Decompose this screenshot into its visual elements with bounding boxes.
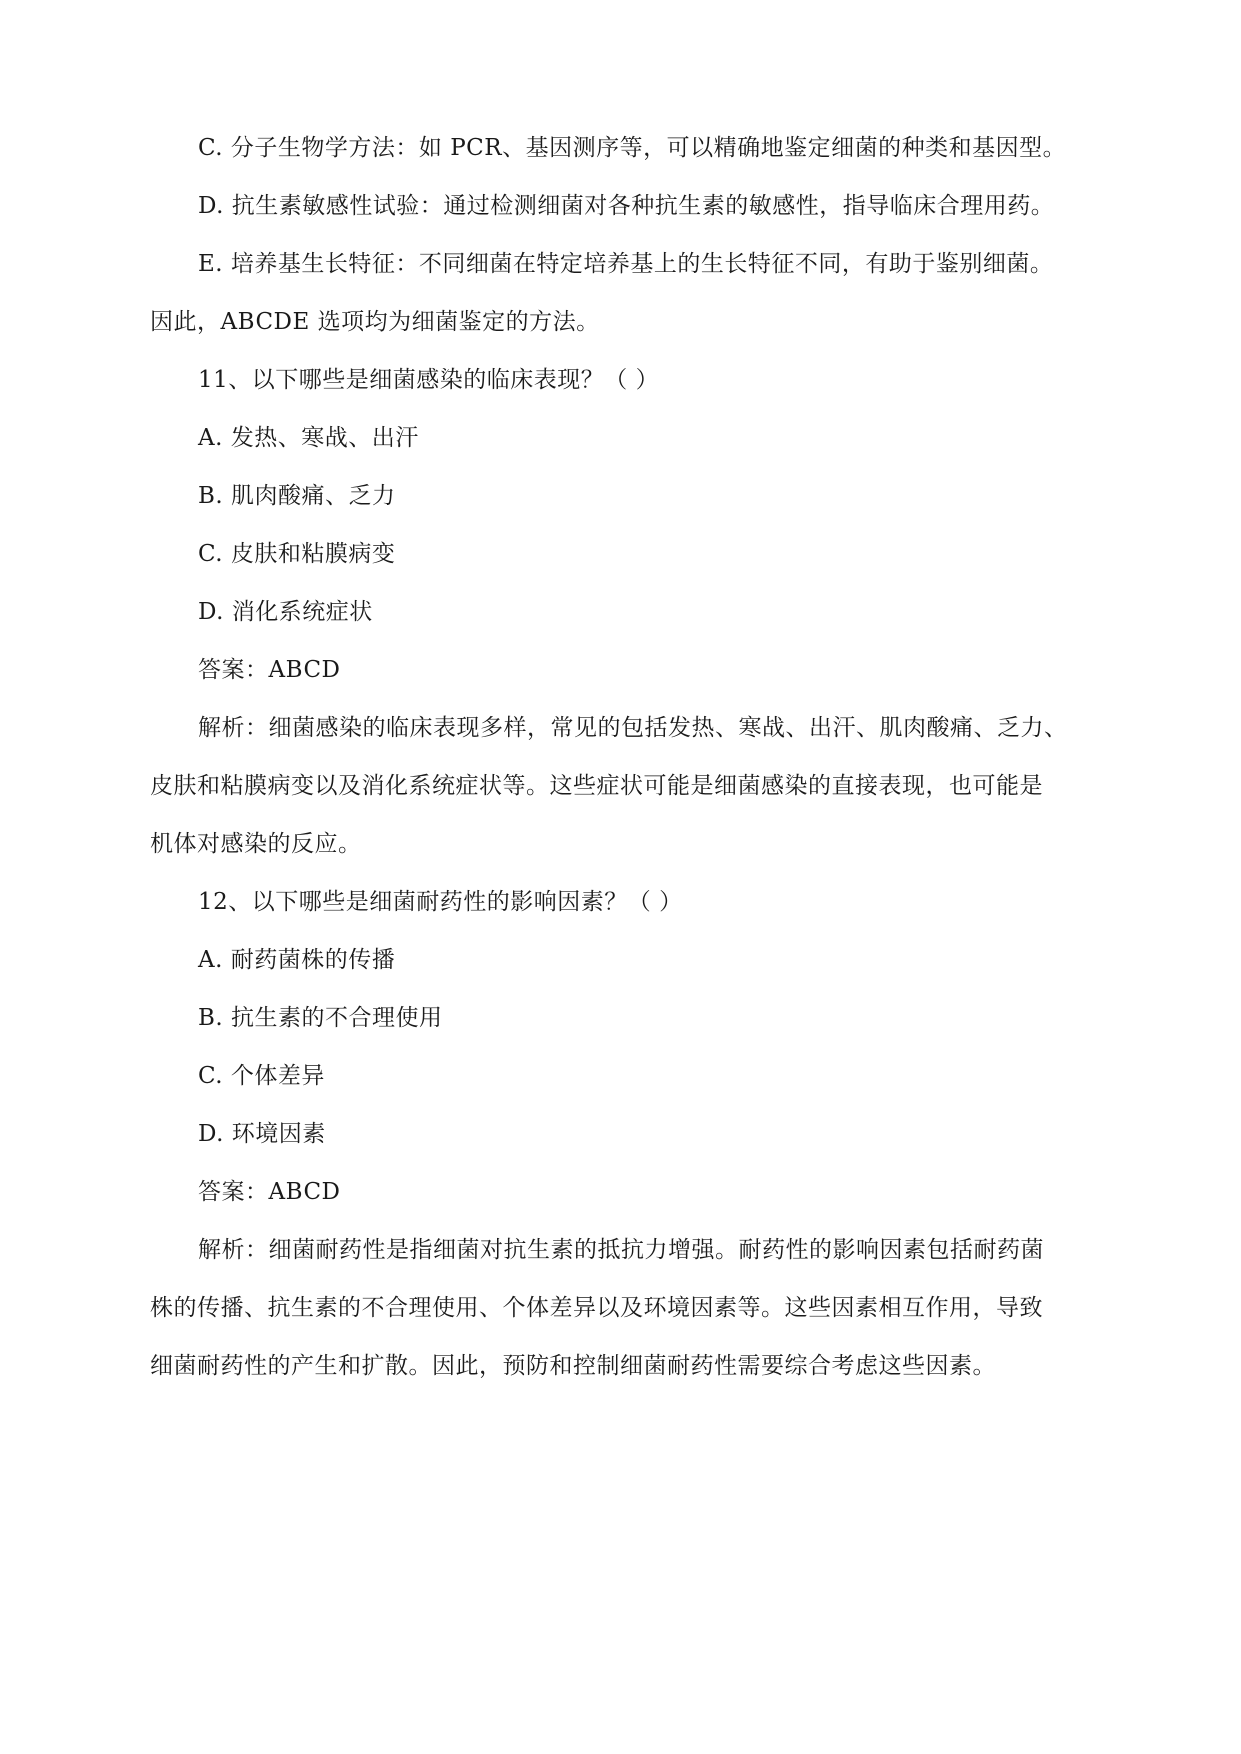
q11-analysis-line3: 机体对感染的反应。 bbox=[150, 831, 362, 857]
q11-option-c: C. 皮肤和粘膜病变 bbox=[198, 541, 396, 567]
q11-option-a: A. 发热、寒战、出汗 bbox=[198, 425, 419, 451]
prev-option-d: D. 抗生素敏感性试验：通过检测细菌对各种抗生素的敏感性，指导临床合理用药。 bbox=[198, 193, 1055, 219]
q12-stem: 12、以下哪些是细菌耐药性的影响因素？（ ） bbox=[198, 889, 683, 915]
q11-stem: 11、以下哪些是细菌感染的临床表现？（ ） bbox=[198, 367, 660, 393]
q12-analysis-line3: 细菌耐药性的产生和扩散。因此，预防和控制细菌耐药性需要综合考虑这些因素。 bbox=[150, 1353, 996, 1379]
prev-option-e: E. 培养基生长特征：不同细菌在特定培养基上的生长特征不同，有助于鉴别细菌。 bbox=[198, 251, 1054, 277]
q12-option-b: B. 抗生素的不合理使用 bbox=[198, 1005, 443, 1031]
prev-option-c: C. 分子生物学方法：如 PCR、基因测序等，可以精确地鉴定细菌的种类和基因型。 bbox=[198, 135, 1067, 161]
q12-option-a: A. 耐药菌株的传播 bbox=[198, 947, 396, 973]
q11-analysis-line2: 皮肤和粘膜病变以及消化系统症状等。这些症状可能是细菌感染的直接表现，也可能是 bbox=[150, 773, 1043, 799]
q11-answer: 答案：ABCD bbox=[198, 657, 341, 683]
q11-option-b: B. 肌肉酸痛、乏力 bbox=[198, 483, 396, 509]
q12-analysis-line2: 株的传播、抗生素的不合理使用、个体差异以及环境因素等。这些因素相互作用，导致 bbox=[150, 1295, 1043, 1321]
q11-option-d: D. 消化系统症状 bbox=[198, 599, 373, 625]
q11-analysis-line1: 解析：细菌感染的临床表现多样，常见的包括发热、寒战、出汗、肌肉酸痛、乏力、 bbox=[198, 715, 1068, 741]
q12-option-d: D. 环境因素 bbox=[198, 1121, 326, 1147]
q12-analysis-line1: 解析：细菌耐药性是指细菌对抗生素的抵抗力增强。耐药性的影响因素包括耐药菌 bbox=[198, 1237, 1044, 1263]
q12-answer: 答案：ABCD bbox=[198, 1179, 341, 1205]
q12-option-c: C. 个体差异 bbox=[198, 1063, 325, 1089]
prev-conclusion: 因此，ABCDE 选项均为细菌鉴定的方法。 bbox=[150, 309, 600, 335]
